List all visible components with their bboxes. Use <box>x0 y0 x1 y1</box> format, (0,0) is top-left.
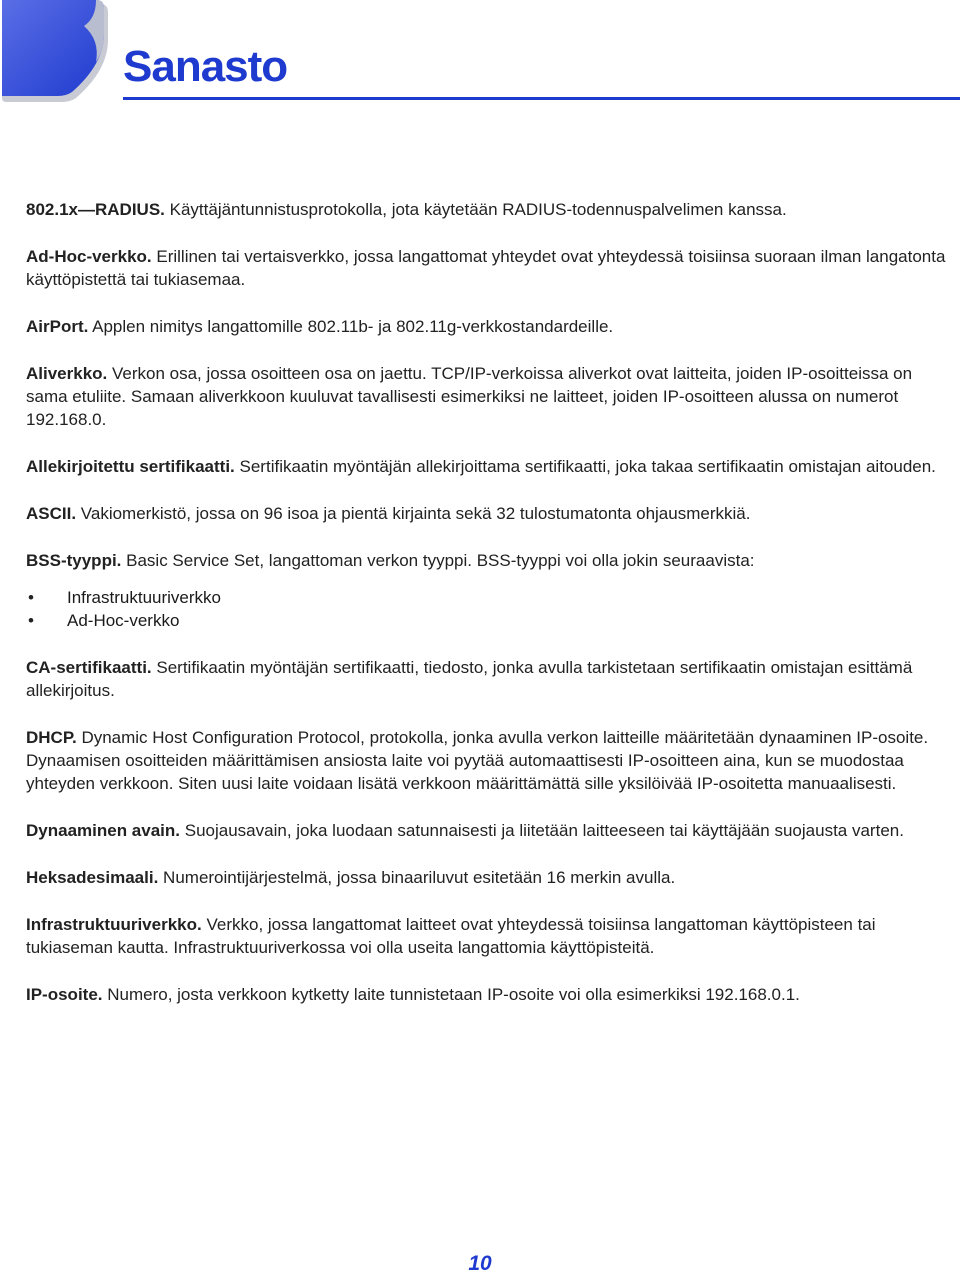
glossary-entry <box>26 245 948 291</box>
glossary-entry <box>26 726 948 795</box>
entry-term: 802.1x—RADIUS. <box>26 200 165 219</box>
list-item: • Infrastruktuuriverkko <box>26 586 948 609</box>
entry-definition: Käyttäjäntunnistusprotokolla, jota käytetään RADIUS-todennuspalvelimen kanssa. <box>169 200 787 219</box>
entry-definition: Applen nimitys langattomille 802.11b- ja 802.11g-verkkostandardeille. <box>92 317 614 336</box>
entry-definition: Vakiomerkistö, jossa on 96 isoa ja pientä kirjainta sekä 32 tulostumatonta ohjausmerkkiä. <box>80 504 751 523</box>
header-rule <box>123 97 960 100</box>
entry-definition: Numerointijärjestelmä, jossa binaariluvut esitetään 16 merkin avulla. <box>163 868 676 887</box>
entry-definition: Verkon osa, jossa osoitteen osa on jaettu. TCP/IP-verkoissa aliverkot ovat laitteita, joiden IP-osoitteissa on sama etuliite. Samaan aliverkkoon kuuluvat tavallisesti esimerkiksi ne laitteet, joiden IP-osoitteen alussa on numerot 192.168.0. <box>26 364 913 429</box>
bss-type-list <box>26 586 948 632</box>
entry-definition: Verkko, jossa langattomat laitteet ovat yhteydessä toisiinsa langattoman käyttöpisteen tai tukiaseman kautta. Infrastruktuuriverkossa voi olla useita langattomia käyttöpisteitä. <box>26 915 876 957</box>
entry-definition: Sertifikaatin myöntäjän allekirjoittama sertifikaatti, joka takaa sertifikaatin omistajan aitouden. <box>239 457 936 476</box>
entry-term: Dynaaminen avain. <box>26 821 181 840</box>
glossary-entry <box>26 656 948 702</box>
entry-term: DHCP. <box>26 728 77 747</box>
glossary-entry <box>26 455 948 478</box>
glossary-entry <box>26 362 948 431</box>
entry-term: IP-osoite. <box>26 985 103 1004</box>
glossary-entry <box>26 866 948 889</box>
entry-term: CA-sertifikaatti. <box>26 658 152 677</box>
page-number: 10 <box>468 1252 492 1275</box>
entry-term: Infrastruktuuriverkko. <box>26 915 202 934</box>
page-title: Sanasto <box>123 42 288 91</box>
header-tab-graphic <box>0 0 115 104</box>
entry-term: Ad-Hoc-verkko. <box>26 247 152 266</box>
entry-definition: Suojausavain, joka luodaan satunnaisesti ja liitetään laitteeseen tai käyttäjään suojausta varten. <box>184 821 904 840</box>
glossary-entry <box>26 913 948 959</box>
entry-term: Aliverkko. <box>26 364 108 383</box>
entry-term: ASCII. <box>26 504 77 523</box>
entry-term: BSS-tyyppi. <box>26 551 122 570</box>
glossary-entry <box>26 315 948 338</box>
list-item: • Ad-Hoc-verkko <box>26 609 948 632</box>
glossary-entry <box>26 549 948 572</box>
entry-definition: Erillinen tai vertaisverkko, jossa langattomat yhteydet ovat yhteydessä toisiinsa suoraan ilman langatonta käyttöpistettä tai tukiasemaa. <box>26 247 946 289</box>
entry-definition: Dynamic Host Configuration Protocol, protokolla, jonka avulla verkon laitteille määritetään dynaaminen IP-osoite. Dynaamisen osoitteiden määrittämisen ansiosta laite voi pyytää automaattisesti IP-osoitteen aina, kun se muodostaa yhteyden verkkoon. Siten uusi laite voidaan lisätä verkkoon määrittämättä sille yksilöivää IP-osoitetta manuaalisesti. <box>26 728 929 793</box>
entry-definition: Sertifikaatin myöntäjän sertifikaatti, tiedosto, jonka avulla tarkistetaan sertifikaatin omistajan esittämä allekirjoitus. <box>26 658 913 700</box>
entry-term: Allekirjoitettu sertifikaatti. <box>26 457 235 476</box>
glossary-content <box>26 198 948 1030</box>
entry-definition: Numero, josta verkkoon kytketty laite tunnistetaan IP-osoite voi olla esimerkiksi 192.168.0.1. <box>107 985 800 1004</box>
page-header <box>0 0 960 120</box>
entry-term: Heksadesimaali. <box>26 868 159 887</box>
glossary-entry <box>26 198 948 221</box>
glossary-entry <box>26 983 948 1006</box>
entry-term: AirPort. <box>26 317 89 336</box>
entry-definition: Basic Service Set, langattoman verkon tyyppi. BSS-tyyppi voi olla jokin seuraavista: <box>126 551 755 570</box>
glossary-entry <box>26 819 948 842</box>
glossary-entry <box>26 502 948 525</box>
